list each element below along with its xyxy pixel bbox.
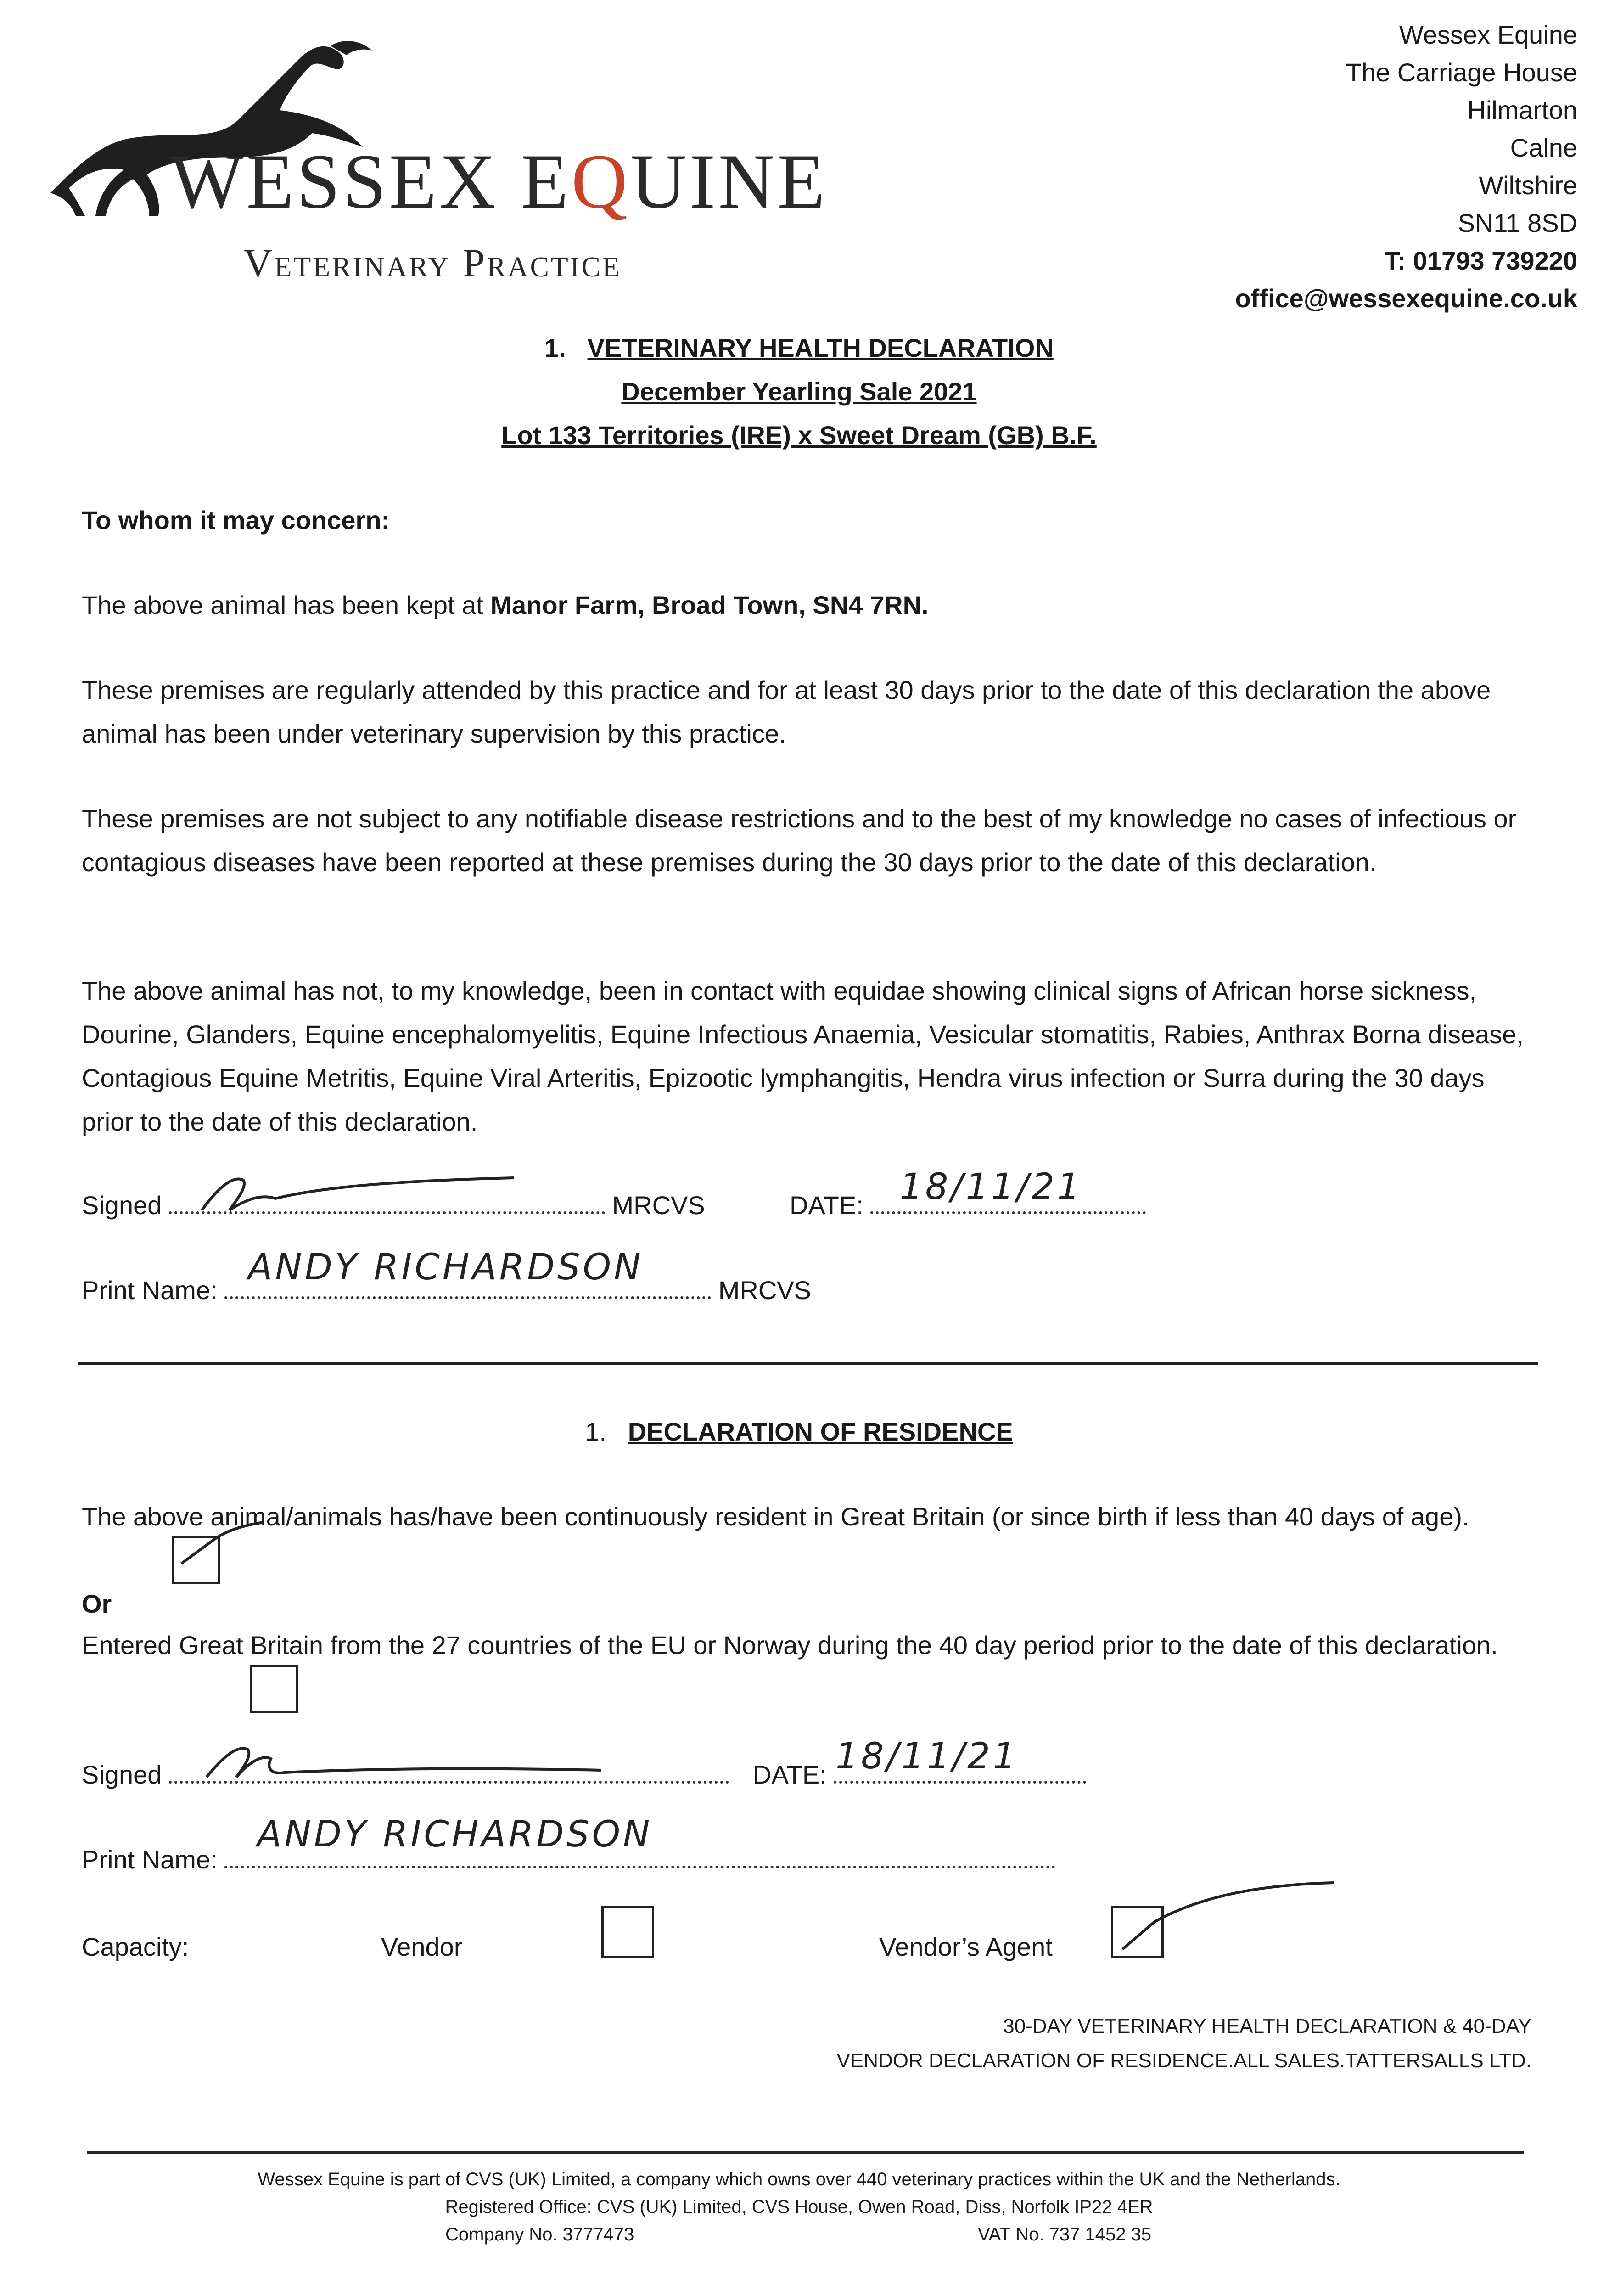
vendor-agent-checkbox[interactable] — [1111, 1906, 1164, 1958]
kept-at-text: The above animal has been kept at Manor Farm, Broad Town, SN4 7RN. — [82, 591, 929, 619]
phone-number: T: 01793 739220 — [1384, 246, 1577, 275]
entered-text: Entered Great Britain from the 27 countries of the EU or Norway during the 40 day period prior to the date of this declaration. — [82, 1631, 1498, 1660]
vendor-checkbox[interactable] — [601, 1906, 654, 1958]
form-reference-line: 30-DAY VETERINARY HEALTH DECLARATION & 40-DAY — [1003, 2015, 1531, 2037]
mrcvs-label: MRCVS — [718, 1276, 811, 1305]
print-name-line[interactable] — [224, 1292, 711, 1299]
vendor-label: Vendor — [381, 1932, 463, 1961]
resident-text: The above animal/animals has/have been continuously resident in Great Britain (or since birth if less than 40 days of age). — [82, 1502, 1469, 1531]
date-line[interactable] — [870, 1207, 1146, 1214]
section2-heading: 1. DECLARATION OF RESIDENCE — [585, 1417, 1013, 1446]
or-label: Or — [82, 1589, 112, 1618]
address-line: Wiltshire — [1479, 171, 1577, 200]
capacity-label: Capacity: — [82, 1932, 189, 1961]
paragraph-restrictions: These premises are not subject to any notifiable disease restrictions and to the best of my knowledge no cases of infectious or contagious diseases have been reported at these premises during the 30 days prior to the date of this declaration. — [82, 804, 1517, 877]
form-reference-line: VENDOR DECLARATION OF RESIDENCE.ALL SALES.TATTERSALLS LTD. — [836, 2049, 1531, 2072]
print-name-line[interactable] — [224, 1861, 1055, 1868]
address-line: Hilmarton — [1467, 96, 1577, 124]
greeting: To whom it may concern: — [82, 506, 390, 535]
footer-divider — [87, 2151, 1524, 2154]
signature-icon — [197, 1736, 611, 1786]
legal-line-2: Registered Office: CVS (UK) Limited, CVS House, Owen Road, Diss, Norfolk IP22 4ER — [445, 2197, 1153, 2217]
signed-label: Signed — [82, 1760, 162, 1789]
logo — [41, 28, 828, 286]
logo-title: WESSEX EQUINE — [170, 138, 828, 225]
address-line: Wessex Equine — [1399, 20, 1577, 49]
email-address[interactable]: office@wessexequine.co.uk — [1235, 284, 1577, 313]
paragraph-contact: The above animal has not, to my knowledge, been in contact with equidae showing clinical signs of African horse sickness, Dourine, Glanders, Equine encephalomyelitis, Equine Infectious Anaemia, Vesicular stomatitis, Rabies, Anthrax Borna disease, Contagious Equine Metritis, Equine Viral Arteritis, Epizootic lymphangitis, Hendra virus infection or Surra during the 30 days prior to the date of this declaration. — [82, 976, 1524, 1136]
date-label: DATE: — [753, 1760, 827, 1789]
logo-subtitle: Veterinary Practice — [243, 241, 622, 286]
print-name-label: Print Name: — [82, 1276, 218, 1305]
resident-checkbox[interactable] — [172, 1536, 220, 1584]
print-name-label: Print Name: — [82, 1845, 218, 1874]
paragraph-supervision: These premises are regularly attended by this practice and for at least 30 days prior to the date of this declaration the above animal has been under veterinary supervision by this practice. — [82, 675, 1491, 748]
vendor-agent-label: Vendor’s Agent — [879, 1932, 1053, 1961]
address-line: Calne — [1510, 133, 1577, 162]
checkmark-icon — [1113, 1880, 1343, 1958]
mrcvs-label: MRCVS — [612, 1191, 705, 1220]
signed-label: Signed — [82, 1191, 162, 1220]
address-line: The Carriage House — [1346, 58, 1577, 87]
date-label: DATE: — [790, 1191, 863, 1220]
address-line: SN11 8SD — [1458, 208, 1577, 237]
vat-number: VAT No. 737 1452 35 — [978, 2224, 1152, 2245]
practice-address — [1235, 16, 1577, 317]
entered-checkbox[interactable] — [250, 1665, 298, 1713]
company-number: Company No. 3777473 — [445, 2224, 634, 2245]
sale-title: December Yearling Sale 2021 — [621, 377, 977, 406]
date-handwritten: 18/11/21 — [900, 1166, 1083, 1208]
legal-line-1: Wessex Equine is part of CVS (UK) Limited, a company which owns over 440 veterinary practices within the UK and the Netherlands. — [258, 2169, 1340, 2189]
print-name-handwritten: ANDY RICHARDSON — [257, 1814, 653, 1855]
section1-heading: 1. VETERINARY HEALTH DECLARATION — [544, 333, 1054, 362]
checkmark-icon — [174, 1520, 266, 1575]
print-name-handwritten: ANDY RICHARDSON — [248, 1247, 644, 1288]
signature-icon — [193, 1166, 523, 1221]
form-reference — [837, 2009, 1531, 2078]
lot-title: Lot 133 Territories (IRE) x Sweet Dream (GB) B.F. — [501, 421, 1097, 450]
date-handwritten: 18/11/21 — [835, 1736, 1019, 1777]
date-line[interactable] — [834, 1776, 1086, 1784]
section-divider — [78, 1362, 1538, 1365]
